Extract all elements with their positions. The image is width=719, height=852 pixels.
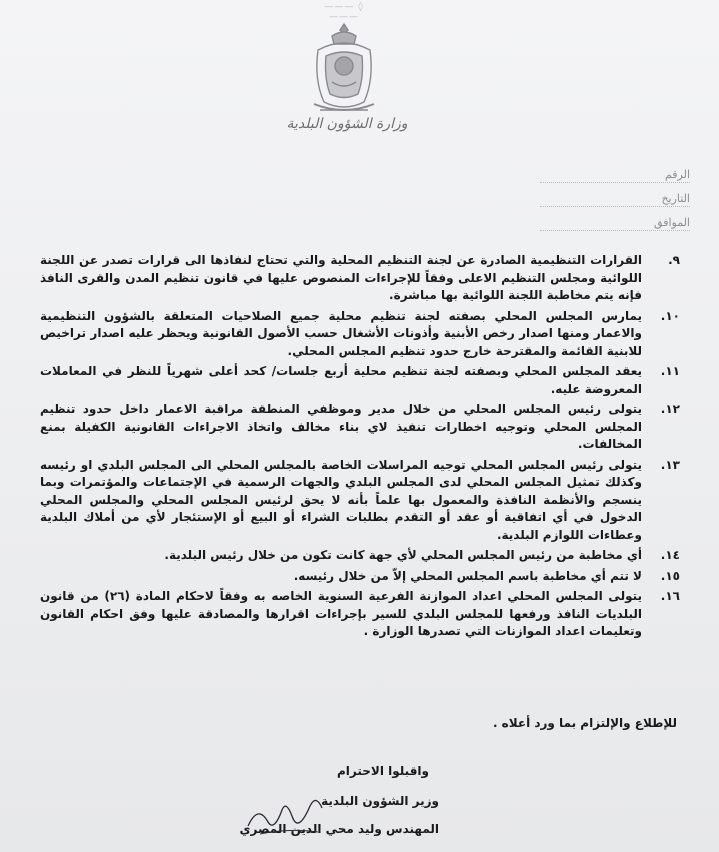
clause-13: [40, 457, 680, 545]
clause-12: [40, 401, 680, 454]
closing-greeting: واقبلوا الاحترام: [336, 764, 429, 778]
clause-9: [40, 252, 680, 305]
clause-number: ١٣.: [660, 457, 680, 472]
clauses-list: [40, 252, 680, 644]
hijri-date-field: [540, 216, 690, 231]
coat-of-arms-emblem: [310, 20, 378, 120]
clause-text: أي مخاطبة من رئيس المجلس المحلي لأي جهة كانت تكون من خلال رئيس البلدية.: [164, 548, 642, 562]
clause-10: [40, 308, 680, 361]
date-field: [540, 192, 690, 207]
clause-number: ١٠.: [660, 308, 680, 323]
clause-16: [40, 588, 680, 641]
clause-text: يتولى رئيس المجلس المحلي توجيه المراسلات الخاصة بالمجلس المحلي الى المجلس البلدي او رئيسه وكذلك تمثيل المجلس المحلي لدى المجلس البلدي والجهات الرسمية في الإجتماعات والمؤتمرات وبما ينسجم والأنظمة النافذة والمعمول بها علماً بأنه لا يحق لرئيس المجلس المحلي والمجلس المحلي الدخول في أي اتفاقية أو عقد أو التقدم بطلبات الشراء أو البيع أو الإستئجار لأي من أملاك البلدية وعطاءات اللوازم البلدية.: [40, 457, 642, 542]
closing-note: للإطلاع والإلتزام بما ورد أعلاه .: [492, 716, 677, 730]
date-label: التاريخ: [661, 192, 690, 205]
clause-text: القرارات التنظيمية الصادرة عن لجنة التنظيم المحلية والتي تحتاج لنفاذها الى قرارات تصدر عن اللجنة اللوائية ومجلس التنظيم الاعلى وفقاً للإجراءات المنصوص عليها في قانون تنظيم المدن والقرى النافذ فإنه يتم مخاطبة اللجنة اللوائية بها مباشرة.: [40, 253, 642, 302]
ministry-name-letterhead: وزارة الشؤون البلدية: [286, 116, 408, 132]
hijri-date-label: الموافق: [654, 216, 690, 229]
clause-text: لا تتم أي مخاطبة باسم المجلس المحلي إلاّ من خلال رئيسه.: [293, 568, 642, 583]
clause-number: ١٥.: [660, 568, 680, 583]
clause-number: ٩.: [668, 253, 680, 267]
clause-text: يمارس المجلس المحلي بصفته لجنة تنظيم محلية جميع الصلاحيات المتعلقة بالشؤون التنظيمية والاعمار ومنها اصدار رخص الأبنية وأذونات الأشغال حسب الأصول القانونية ويحظر عليه اصدار تراخيص للابنية القائمة والمقترحة خارج حدود تنظيم المجلس المحلي.: [40, 308, 642, 358]
clause-number: ١١.: [660, 364, 680, 378]
signer-title: وزير الشؤون البلدية: [321, 794, 439, 808]
clause-text: يتولى المجلس المحلي اعداد الموازنة الفرعية السنوية الخاصه به وفقاً لاحكام المادة (٢٦) من قانون البلديات النافذ ورفعها للمجلس البلدي للسير بإجراءات اقرارها والمصادقة عليها وفق احكام القانون وتعليمات اعداد الموازنات التي تصدرها الوزارة .: [40, 589, 643, 638]
clause-15: [40, 568, 680, 586]
clause-number: ١٦.: [660, 589, 680, 603]
signer-name: المهندس وليد محي الدين المصري: [239, 822, 439, 836]
reference-number-field: [540, 168, 690, 183]
reference-number-label: الرقم: [664, 168, 690, 181]
handwritten-signature: [240, 796, 330, 844]
clause-text: يتولى رئيس المجلس المحلي من خلال مدير وموظفي المنطقة مراقبة الاعمار داخل حدود تنظيم المجلس المحلي وتوجيه اخطارات تنفيذ لاي بناء مخالف واتخاذ الاجراءات القانونية الكفيلة بمنع المخالفات.: [40, 402, 642, 451]
clause-14: [40, 547, 680, 565]
letterhead-top-mark: ——— ◊ ———: [324, 2, 364, 22]
clause-number: ١٤.: [660, 548, 680, 562]
clause-11: [40, 363, 680, 398]
clause-text: يعقد المجلس المحلي وبصفته لجنة تنظيم محلية أربع جلسات/ كحد أعلى شهرياً للنظر في المعاملات المعروضة عليه.: [40, 364, 642, 396]
clause-number: ١٢.: [660, 402, 680, 416]
